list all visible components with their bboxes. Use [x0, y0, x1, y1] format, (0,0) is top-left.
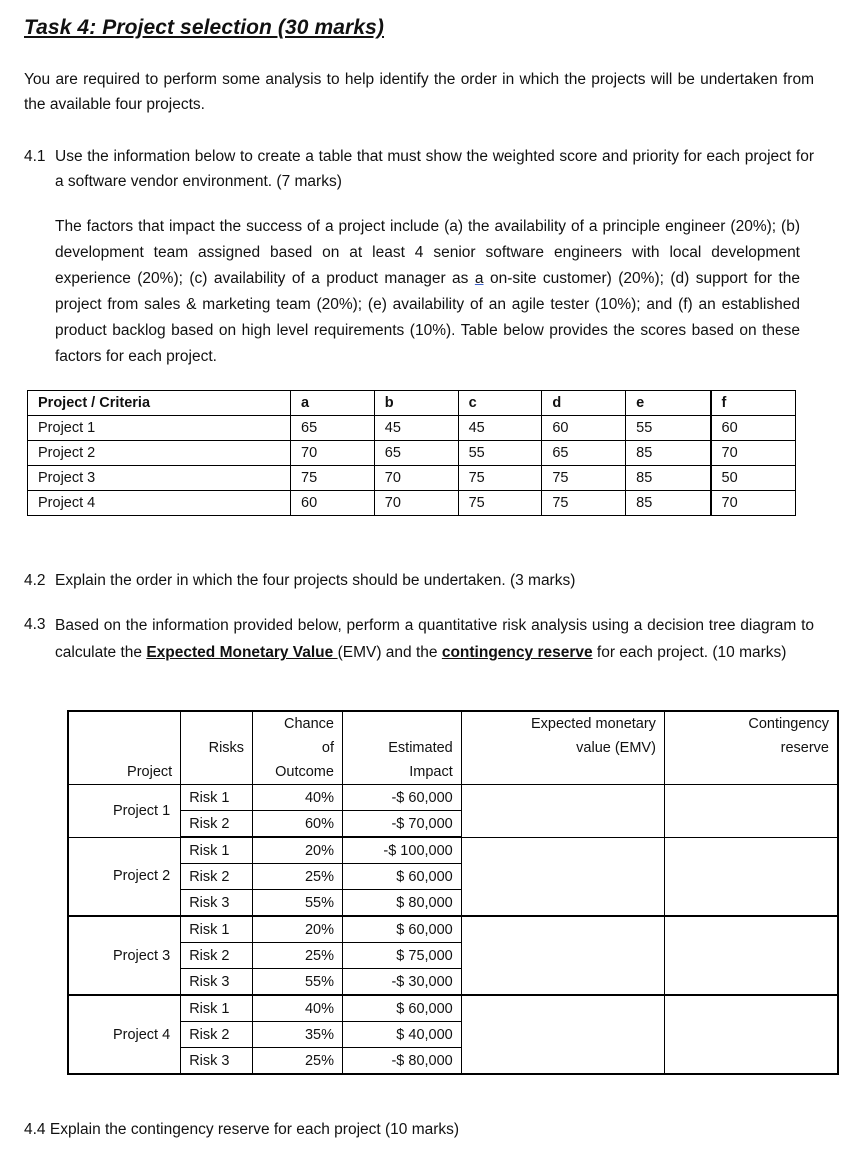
risk-header-chance-line2: of: [321, 740, 334, 756]
criteria-cell: 55: [458, 441, 542, 466]
criteria-cell: Project 3: [28, 466, 291, 491]
risk-header-project: Project: [68, 711, 181, 785]
risk-chance-cell: 35%: [253, 1022, 343, 1048]
risk-header-chance: [253, 711, 343, 785]
question-4-1: [24, 144, 814, 194]
risk-header-emv: [461, 711, 664, 785]
criteria-cell: 55: [626, 416, 711, 441]
risk-name-cell: Risk 1: [181, 837, 253, 864]
risk-header-impact-line2: Impact: [409, 764, 453, 780]
question-4-3-number: 4.3: [24, 616, 46, 633]
risk-impact-cell: $ 60,000: [342, 995, 461, 1022]
risk-chance-cell: 40%: [253, 785, 343, 811]
criteria-cell: 45: [458, 416, 542, 441]
question-4-3-text-post: for each project. (10 marks): [592, 644, 787, 661]
criteria-cell: 70: [374, 466, 458, 491]
question-4-4: 4.4 Explain the contingency reserve for each project (10 marks): [24, 1121, 460, 1138]
risk-header-emv-line1: Expected monetary: [531, 716, 656, 732]
question-4-2-number: 4.2: [24, 572, 46, 589]
risk-impact-cell: -$ 70,000: [342, 811, 461, 838]
risk-name-cell: Risk 2: [181, 864, 253, 890]
risk-header-cr-line1: Contingency: [748, 716, 829, 732]
question-4-1-text: Use the information below to create a table that must show the weighted score and priority for each project for a software vendor environment. (7 marks): [55, 148, 814, 190]
criteria-header-f: f: [711, 391, 796, 416]
criteria-header-c: c: [458, 391, 542, 416]
risk-contingency-cell: [664, 995, 838, 1074]
risk-chance-cell: 20%: [253, 916, 343, 943]
contingency-reserve-label: contingency reserve: [441, 644, 593, 661]
factors-underlined-a: a: [474, 270, 484, 287]
risk-emv-cell: [461, 995, 664, 1074]
risk-name-cell: Risk 2: [181, 811, 253, 838]
risk-project-name: Project 1: [68, 785, 181, 838]
criteria-header-d: d: [542, 391, 626, 416]
criteria-cell: 60: [291, 491, 375, 516]
criteria-cell: 70: [711, 491, 796, 516]
risk-header-row: [68, 711, 838, 785]
criteria-table: [27, 390, 796, 516]
table-row: [68, 916, 838, 943]
table-row: [28, 416, 796, 441]
risk-project-name: Project 2: [68, 837, 181, 916]
criteria-cell: 75: [458, 491, 542, 516]
criteria-cell: 50: [711, 466, 796, 491]
risk-impact-cell: -$ 30,000: [342, 969, 461, 996]
question-4-2: [24, 568, 814, 593]
risk-name-cell: Risk 3: [181, 890, 253, 917]
criteria-cell: 65: [291, 416, 375, 441]
table-row: [68, 785, 838, 811]
criteria-header-project: Project / Criteria: [28, 391, 291, 416]
criteria-header-b: b: [374, 391, 458, 416]
risk-chance-cell: 20%: [253, 837, 343, 864]
risk-header-chance-line1: Chance: [283, 716, 334, 732]
risk-name-cell: Risk 2: [181, 1022, 253, 1048]
criteria-cell: Project 2: [28, 441, 291, 466]
question-4-3-text-pre: Based on the information provided below, perform a quantitative risk analysis using a decision tree diagram to calculate the: [55, 617, 814, 661]
intro-paragraph: You are required to perform some analysis to help identify the order in which the projects will be undertaken from the available four projects.: [24, 71, 814, 113]
risk-project-name: Project 4: [68, 995, 181, 1074]
question-4-3: [24, 612, 814, 666]
task-title: Task 4: Project selection (30 marks): [24, 16, 384, 39]
risk-contingency-cell: [664, 837, 838, 916]
risk-name-cell: Risk 1: [181, 995, 253, 1022]
risk-impact-cell: -$ 80,000: [342, 1048, 461, 1075]
criteria-cell: Project 4: [28, 491, 291, 516]
criteria-cell: 65: [542, 441, 626, 466]
factors-text-part1: The factors that impact the success of a project include (a) the availability of a principle engineer (20%); (b) development team assigned based on at least 4 senior software engineers with local development experience (20%); (c) availability of a product manager as: [55, 218, 800, 287]
risk-chance-cell: 40%: [253, 995, 343, 1022]
risk-chance-cell: 25%: [253, 864, 343, 890]
criteria-cell: 75: [291, 466, 375, 491]
table-row: [28, 466, 796, 491]
criteria-cell: 60: [542, 416, 626, 441]
table-row: [68, 995, 838, 1022]
risk-impact-cell: -$ 60,000: [342, 785, 461, 811]
emv-label: Expected Monetary Value: [146, 644, 338, 661]
risk-impact-cell: $ 60,000: [342, 916, 461, 943]
risk-header-impact-line1: Estimated: [388, 740, 453, 756]
risk-chance-cell: 55%: [253, 969, 343, 996]
risk-chance-cell: 60%: [253, 811, 343, 838]
criteria-cell: Project 1: [28, 416, 291, 441]
criteria-cell: 60: [711, 416, 796, 441]
factors-text-part2: on-site customer) (20%); (d) support for the project from sales & marketing team (20%); (e) availability of an agile tester (10%); and (f) an established product backlog based on high level requirements (10%). Table below provides the scores based on these factors for each project.: [55, 270, 800, 365]
risk-impact-cell: $ 80,000: [342, 890, 461, 917]
table-row: [28, 441, 796, 466]
risk-impact-cell: $ 40,000: [342, 1022, 461, 1048]
criteria-cell: 45: [374, 416, 458, 441]
risk-table: [67, 710, 839, 1075]
risk-name-cell: Risk 3: [181, 1048, 253, 1075]
question-4-1-number: 4.1: [24, 148, 46, 165]
question-4-3-text-mid: (EMV) and the: [337, 644, 442, 661]
risk-chance-cell: 25%: [253, 1048, 343, 1075]
question-4-2-text: Explain the order in which the four projects should be undertaken. (3 marks): [55, 572, 576, 589]
criteria-header-row: [28, 391, 796, 416]
risk-impact-cell: $ 60,000: [342, 864, 461, 890]
risk-header-cr-line2: reserve: [780, 740, 829, 756]
criteria-cell: 85: [626, 491, 711, 516]
risk-chance-cell: 55%: [253, 890, 343, 917]
criteria-cell: 85: [626, 466, 711, 491]
criteria-cell: 85: [626, 441, 711, 466]
criteria-cell: 75: [458, 466, 542, 491]
risk-impact-cell: $ 75,000: [342, 943, 461, 969]
risk-emv-cell: [461, 785, 664, 838]
criteria-cell: 70: [711, 441, 796, 466]
risk-contingency-cell: [664, 916, 838, 995]
criteria-cell: 75: [542, 466, 626, 491]
criteria-header-a: a: [291, 391, 375, 416]
criteria-cell: 65: [374, 441, 458, 466]
risk-header-impact: [342, 711, 461, 785]
risk-header-risks: Risks: [181, 711, 253, 785]
risk-name-cell: Risk 3: [181, 969, 253, 996]
table-row: [28, 491, 796, 516]
risk-chance-cell: 25%: [253, 943, 343, 969]
risk-name-cell: Risk 1: [181, 785, 253, 811]
risk-header-contingency: [664, 711, 838, 785]
risk-impact-cell: -$ 100,000: [342, 837, 461, 864]
criteria-header-e: e: [626, 391, 711, 416]
risk-emv-cell: [461, 916, 664, 995]
risk-contingency-cell: [664, 785, 838, 838]
criteria-cell: 70: [291, 441, 375, 466]
risk-name-cell: Risk 2: [181, 943, 253, 969]
risk-header-chance-line3: Outcome: [275, 764, 334, 780]
factors-paragraph: [55, 214, 800, 370]
risk-project-name: Project 3: [68, 916, 181, 995]
risk-header-emv-line2: value (EMV): [576, 740, 656, 756]
criteria-cell: 70: [374, 491, 458, 516]
criteria-cell: 75: [542, 491, 626, 516]
table-row: [68, 837, 838, 864]
risk-name-cell: Risk 1: [181, 916, 253, 943]
risk-emv-cell: [461, 837, 664, 916]
